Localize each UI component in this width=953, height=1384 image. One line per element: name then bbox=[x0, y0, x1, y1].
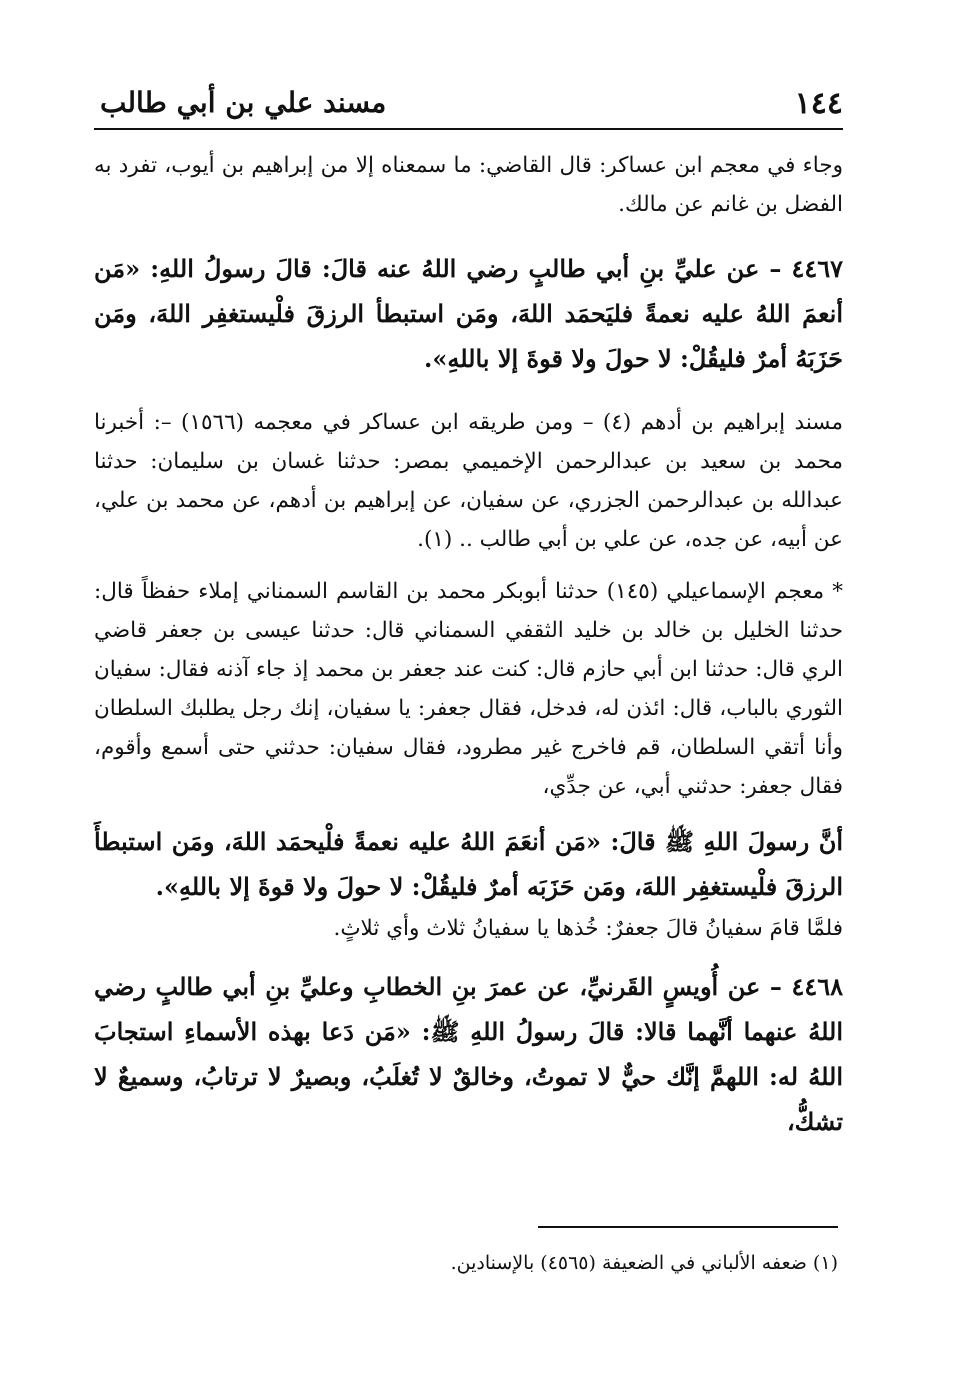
running-title: مسند علي بن أبي طالب bbox=[100, 86, 387, 119]
paragraph-jafar-remark: فلمَّا قامَ سفيانُ قالَ جعفرٌ: خُذها يا سفيانُ ثلاث وأي ثلاثٍ. bbox=[333, 916, 843, 941]
page-header bbox=[100, 86, 843, 126]
footnote-rule bbox=[538, 1226, 838, 1228]
hadith-text: أنَّ رسولَ اللهِ ﷺ قالَ: «مَن أنعَمَ اللهُ عليه نعمةً فلْيحمَد اللهَ، ومَن استبطأَ الرزقَ فلْيستغفِر اللهَ، ومَن حَزَبَه أمرٌ فليقُلْ: لا حولَ ولا قوةَ إلا باللهِ». bbox=[94, 827, 843, 901]
hadith-4468: ٤٤٦٨ – عن أُويسٍ القَرنيِّ، عن عمرَ بنِ الخطابِ وعليِّ بنِ أبي طالبٍ رضي اللهُ عنهما أنَّهما قالا: قالَ رسولُ اللهِ ﷺ: «مَن دَعا بهذه الأسماءِ استجابَ اللهُ له: اللهمَّ إنَّك حيٌّ لا تموتُ، وخالقٌ لا تُغلَبُ، وبصيرٌ لا ترتابُ، وسميعٌ لا تشكُّ، bbox=[94, 972, 843, 1136]
header-rule bbox=[94, 128, 843, 130]
paragraph-ibrahim-bin-adham-chain: مسند إبراهيم بن أدهم (٤) – ومن طريقه ابن عساكر في معجمه (١٥٦٦) –: أخبرنا محمد بن سعيد بن عبدالرحمن الإخميمي بمصر: حدثنا غسان بن سليمان: حدثنا عبدالله بن عبدالرحمن الجزري، عن سفيان، عن إبراهيم بن أدهم، عن محمد بن علي، عن أبيه، عن جده، عن علي بن أبي طالب .. (١). bbox=[94, 410, 844, 552]
footnote: (١) ضعفه الألباني في الضعيفة (٤٥٦٥) بالإسنادين. bbox=[450, 1252, 838, 1274]
paragraph-ismaili-chain: * معجم الإسماعيلي (١٤٥) حدثنا أبوبكر محمد بن القاسم السمناني إملاء حفظاً قال: حدثنا الخليل بن خالد بن خليد الثقفي السمناني قال: حدثنا عيسى بن جعفر قاضي الري قال: حدثنا ابن أبي حازم قال: كنت عند جعفر بن محمد إذ جاء آذنه فقال: سفيان الثوري بالباب، قال: ائذن له، فدخل، فقال جعفر: يا سفيان، إنك رجل يطلبك السلطان وأنا أتقي السلطان، قم فاخرج غير مطرود، فقال سفيان: حدثني حتى أسمع وأقوم، فقال جعفر: حدثني أبي، عن جدِّي، bbox=[94, 579, 843, 799]
page-body bbox=[94, 146, 843, 1144]
paragraph-ibn-asakir-note: وجاء في معجم ابن عساكر: قال القاضي: ما سمعناه إلا من إبراهيم بن أيوب، تفرد به الفضل بن غانم عن مالك. bbox=[94, 153, 843, 217]
hadith-4467: ٤٤٦٧ – عن عليِّ بنِ أبي طالبٍ رضي اللهُ عنه قالَ: قالَ رسولُ اللهِ: «مَن أنعمَ اللهُ عليه نعمةً فليَحمَد اللهَ، ومَن استبطأ الرزقَ فلْيستغفِر اللهَ، ومَن حَزَبَهُ أمرٌ فليقُلْ: لا حولَ ولا قوةَ إلا باللهِ». bbox=[94, 254, 843, 373]
page-number: ١٤٤ bbox=[794, 86, 843, 121]
